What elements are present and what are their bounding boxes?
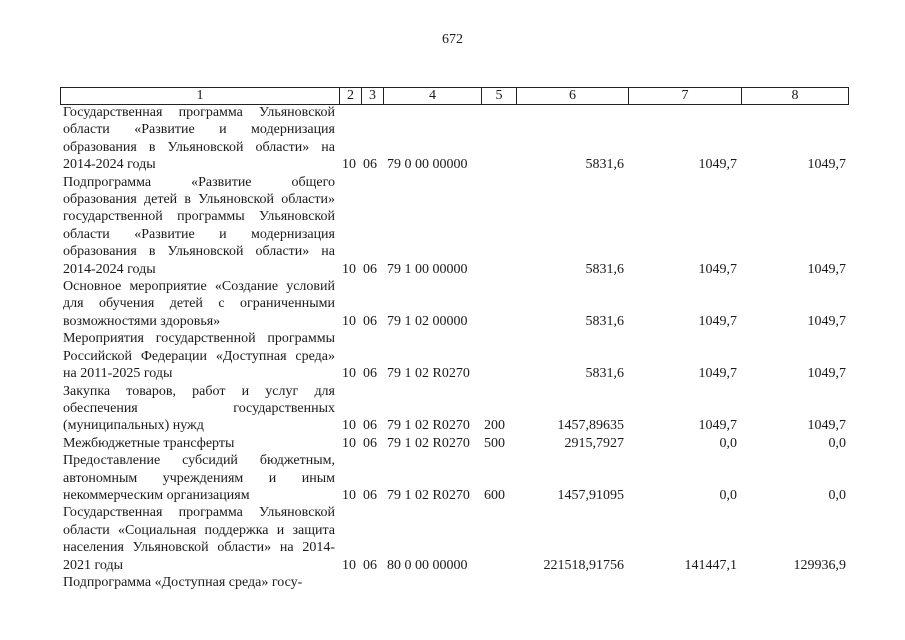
row-value-col7 — [628, 574, 741, 591]
row-section: 10 — [342, 487, 356, 503]
row-expense-type — [481, 104, 516, 174]
column-header-8: 8 — [742, 88, 849, 105]
row-section: 10 — [342, 418, 356, 434]
row-target-code — [383, 574, 481, 591]
row-value-col7: 1049,7 — [698, 418, 737, 434]
row-section: 10 — [342, 313, 356, 329]
row-section: 10 — [342, 557, 356, 573]
row-expense-type — [481, 574, 516, 591]
row-subsection: 06 — [363, 557, 377, 573]
row-value-col8: 1049,7 — [807, 418, 846, 434]
row-section: 10 — [342, 261, 356, 277]
table-row — [60, 452, 848, 504]
row-subsection: 06 — [363, 313, 377, 329]
row-value-col6 — [516, 574, 628, 591]
column-header-3: 3 — [362, 88, 384, 105]
row-value-col6: 2915,7927 — [564, 435, 624, 451]
column-header-table — [60, 87, 849, 105]
row-value-col8: 1049,7 — [807, 366, 846, 382]
column-header-7: 7 — [629, 88, 742, 105]
row-value-col7: 0,0 — [719, 435, 737, 451]
row-value-col8 — [741, 574, 848, 591]
row-name: Закупка товаров, работ и услуг для обеспечения государственных (муниципальных) нужд — [63, 383, 335, 434]
row-name: Межбюджетные трансферты — [63, 435, 235, 451]
row-value-col7: 1049,7 — [698, 366, 737, 382]
row-value-col7: 1049,7 — [698, 313, 737, 329]
budget-table — [60, 104, 848, 591]
row-target-code: 79 1 02 R0270 — [387, 487, 470, 503]
row-name: Основное мероприятие «Создание условий для обучения детей с ограниченными возможностями здоровья» — [63, 279, 335, 329]
row-value-col6: 5831,6 — [585, 366, 624, 382]
column-header-4: 4 — [384, 88, 482, 105]
row-expense-type — [481, 278, 516, 330]
row-name: Государственная программа Ульяновской области «Социальная поддержка и защита населения Ульяновской области» на 2014-2021 годы — [63, 505, 335, 573]
row-value-col6: 5831,6 — [585, 157, 624, 173]
row-value-col7: 1049,7 — [698, 261, 737, 277]
table-row — [60, 330, 848, 382]
table-row — [60, 278, 848, 330]
row-target-code: 79 1 02 R0270 — [387, 418, 470, 434]
row-expense-type — [481, 330, 516, 382]
row-target-code: 79 1 00 00000 — [387, 261, 468, 277]
row-subsection: 06 — [363, 487, 377, 503]
row-name: Подпрограмма «Развитие общего образования детей в Ульяновской области» государственной программы Ульяновской области «Развитие и модернизация образования в Ульяновской области» на 2014-2024 годы — [63, 174, 335, 277]
row-value-col7: 0,0 — [719, 487, 737, 503]
row-subsection: 06 — [363, 261, 377, 277]
table-row — [60, 383, 848, 435]
column-header-1: 1 — [61, 88, 340, 105]
row-value-col6: 5831,6 — [585, 261, 624, 277]
row-value-col6: 1457,89635 — [557, 418, 624, 434]
row-value-col6: 1457,91095 — [557, 487, 624, 503]
row-value-col7: 141447,1 — [684, 557, 737, 573]
table-row — [60, 104, 848, 174]
row-value-col8: 1049,7 — [807, 313, 846, 329]
row-section: 10 — [342, 435, 356, 451]
page-number: 672 — [442, 32, 463, 47]
row-expense-type: 200 — [484, 418, 505, 434]
row-target-code: 80 0 00 00000 — [387, 557, 468, 573]
row-expense-type — [481, 174, 516, 278]
row-value-col8: 1049,7 — [807, 157, 846, 173]
row-target-code: 79 1 02 R0270 — [387, 366, 470, 382]
table-row — [60, 174, 848, 278]
row-expense-type: 600 — [484, 487, 505, 503]
row-section — [339, 574, 361, 591]
row-subsection: 06 — [363, 418, 377, 434]
row-subsection: 06 — [363, 157, 377, 173]
column-number-row — [61, 88, 849, 105]
row-expense-type — [481, 504, 516, 574]
table-row — [60, 435, 848, 452]
row-subsection: 06 — [363, 366, 377, 382]
row-subsection: 06 — [363, 435, 377, 451]
row-value-col8: 0,0 — [828, 487, 846, 503]
row-value-col7: 1049,7 — [698, 157, 737, 173]
column-header-5: 5 — [482, 88, 517, 105]
row-name: Подпрограмма «Доступная среда» госу- — [63, 574, 303, 590]
row-value-col8: 1049,7 — [807, 261, 846, 277]
row-section: 10 — [342, 157, 356, 173]
row-value-col6: 221518,91756 — [543, 557, 624, 573]
row-value-col8: 0,0 — [828, 435, 846, 451]
row-name: Мероприятия государственной программы Российской Федерации «Доступная среда» на 2011-2025 годы — [63, 331, 335, 382]
row-name: Предоставление субсидий бюджетным, автономным учреждениям и иным некоммерческим организациям — [63, 453, 335, 503]
table-row — [60, 504, 848, 574]
table-row — [60, 574, 848, 591]
row-section: 10 — [342, 366, 356, 382]
row-target-code: 79 0 00 00000 — [387, 157, 468, 173]
column-header-6: 6 — [517, 88, 629, 105]
row-expense-type: 500 — [484, 435, 505, 451]
row-subsection — [361, 574, 383, 591]
row-value-col8: 129936,9 — [793, 557, 846, 573]
row-target-code: 79 1 02 00000 — [387, 313, 468, 329]
row-value-col6: 5831,6 — [585, 313, 624, 329]
row-target-code: 79 1 02 R0270 — [387, 435, 470, 451]
column-header-2: 2 — [340, 88, 362, 105]
row-name: Государственная программа Ульяновской области «Развитие и модернизация образования в Ульяновской области» на 2014-2024 годы — [63, 105, 335, 173]
